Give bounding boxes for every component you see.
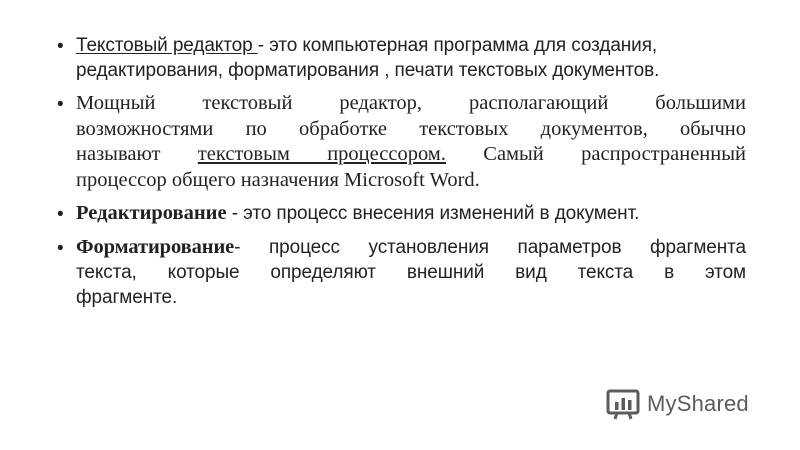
text-line [76,235,746,261]
text-line: процессор общего назначения Microsoft Word. [76,168,480,191]
text-segment: Самый распространенный [445,143,746,165]
text-line: фрагменте. [76,287,178,308]
bullet-marker: • [57,237,64,259]
list-item [56,33,746,83]
list-item [56,201,746,227]
list-item [56,91,746,193]
watermark-text: MyShared [647,391,749,416]
bullet-marker: • [57,94,64,115]
paragraph-formatting [76,235,746,311]
paragraph-powerful-editor [76,91,746,193]
bullet-list [56,33,746,318]
text-line: текста, которые определяют внешний вид текста в этом [76,262,746,283]
text-line: возможностями по обработке текстовых документов, обычно [76,117,746,140]
definition-text: - процесс установления параметров фрагмента [234,236,746,258]
myshared-logo [605,388,749,420]
term-formatting: Форматирование [76,235,235,258]
term-editing: Редактирование [76,202,227,224]
bullet-marker: • [57,204,64,225]
text-line [76,142,746,168]
paragraph-text-editor [76,33,746,83]
definition-text: - это компьютерная программа для создания, [257,35,658,56]
paragraph-editing [76,201,746,227]
term-word-processor: текстовым процессором. [197,143,446,165]
chart-in-frame-icon [605,388,641,420]
list-item [56,235,746,311]
term-text-editor: Текстовый редактор [76,35,258,56]
definition-text: - это процесс внесения изменений в документ. [226,203,640,224]
bullet-marker: • [57,36,64,57]
text-segment: называют [76,143,198,165]
text-line: Мощный текстовый редактор, располагающий большими [76,92,746,114]
definition-text-line2: редактирования, форматирования , печати текстовых документов. [76,60,660,81]
